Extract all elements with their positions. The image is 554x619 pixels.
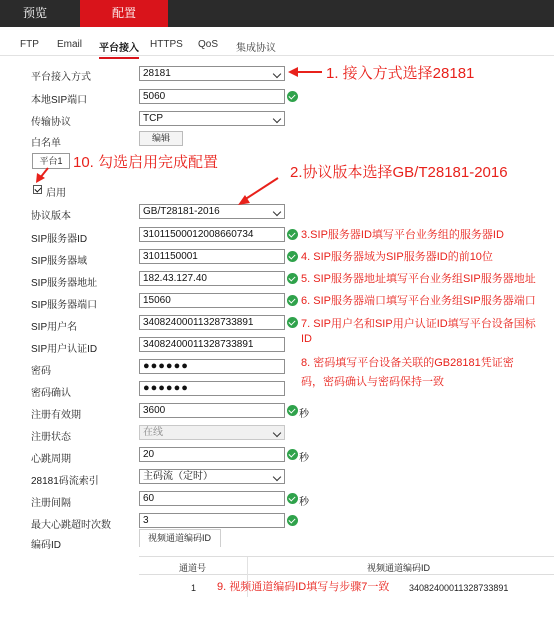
- password-confirm-input[interactable]: ●●●●●●: [139, 381, 285, 396]
- reg-interval-input[interactable]: 60: [139, 491, 285, 506]
- password-input[interactable]: ●●●●●●: [139, 359, 285, 374]
- arrow-step1-head: [288, 67, 298, 77]
- annotation-step5: 5. SIP服务器地址填写平台业务组SIP服务器地址: [301, 273, 536, 285]
- arrow-step2: [244, 178, 278, 200]
- protocol-version-select[interactable]: GB/T28181-2016: [139, 204, 285, 219]
- reg-status-select: 在线: [139, 425, 285, 440]
- sip-server-address-label: SIP服务器地址: [31, 278, 98, 289]
- row-encode-id[interactable]: 34082400011328733891: [409, 583, 509, 593]
- reg-interval-label: 注册间隔: [31, 498, 71, 509]
- sip-server-domain-input[interactable]: 3101150001: [139, 249, 285, 264]
- subtab-qos[interactable]: QoS: [198, 39, 219, 50]
- heartbeat-label: 心跳周期: [31, 454, 71, 465]
- sip-user-label: SIP用户名: [31, 322, 78, 333]
- sip-server-port-input[interactable]: 15060: [139, 293, 285, 308]
- unit-seconds: 秒: [299, 497, 309, 508]
- tab-preview[interactable]: 预览: [22, 6, 47, 20]
- reg-validity-input[interactable]: 3600: [139, 403, 285, 418]
- reg-validity-label: 注册有效期: [31, 410, 81, 421]
- sip-server-domain-label: SIP服务器域: [31, 256, 88, 267]
- local-sip-port-label: 本地SIP端口: [31, 95, 88, 106]
- sip-server-id-input[interactable]: 31011500012008660734: [139, 227, 285, 242]
- stream-index-label: 28181码流索引: [31, 476, 99, 487]
- encode-id-label: 编码ID: [31, 540, 61, 551]
- sip-server-id-label: SIP服务器ID: [31, 234, 88, 245]
- annotation-step2: 2.协议版本选择GB/T28181-2016: [290, 164, 508, 181]
- annotation-step9: 9. 视频通道编码ID填写与步骤7一致: [217, 581, 390, 593]
- password-label: 密码: [31, 366, 51, 377]
- sip-user-input[interactable]: 34082400011328733891: [139, 315, 285, 330]
- max-timeout-input[interactable]: 3: [139, 513, 285, 528]
- stream-index-select[interactable]: 主码流（定时）: [139, 469, 285, 484]
- tab-video-channel-encode-id[interactable]: 视频通道编码ID: [139, 529, 221, 547]
- sip-server-port-label: SIP服务器端口: [31, 300, 98, 311]
- transport-label: 传输协议: [31, 117, 71, 128]
- annotation-step10: 10. 勾选启用完成配置: [73, 154, 219, 171]
- annotation-step6: 6. SIP服务器端口填写平台业务组SIP服务器端口: [301, 295, 536, 307]
- subtab-email[interactable]: Email: [57, 39, 83, 50]
- max-timeout-label: 最大心跳超时次数: [31, 520, 111, 531]
- heartbeat-input[interactable]: 20: [139, 447, 285, 462]
- annotation-step7-line2: ID: [301, 333, 312, 345]
- row-channel: 1: [191, 583, 197, 593]
- whitelist-label: 白名单: [31, 138, 61, 149]
- sip-auth-id-input[interactable]: 34082400011328733891: [139, 337, 285, 352]
- subtab-platform-access[interactable]: 平台接入: [99, 39, 139, 59]
- unit-seconds: 秒: [299, 453, 309, 464]
- subtab-https[interactable]: HTTPS: [150, 39, 183, 50]
- transport-select[interactable]: TCP: [139, 111, 285, 126]
- subtab-ftp[interactable]: FTP: [20, 39, 39, 50]
- whitelist-edit-button[interactable]: 编辑: [139, 131, 183, 146]
- password-confirm-label: 密码确认: [31, 388, 71, 399]
- platform-1-button[interactable]: 平台1: [32, 153, 70, 169]
- subtab-integration[interactable]: 集成协议: [236, 43, 276, 54]
- annotation-step8-line2: 码，密码确认与密码保持一致: [301, 376, 444, 388]
- annotation-step8-line1: 8. 密码填写平台设备关联的GB28181凭证密: [301, 357, 514, 369]
- reg-status-label: 注册状态: [31, 432, 71, 443]
- protocol-version-label: 协议版本: [31, 211, 71, 222]
- header-encode-id: 视频通道编码ID: [367, 563, 431, 573]
- header-channel: 通道号: [179, 563, 207, 573]
- unit-seconds: 秒: [299, 409, 309, 420]
- local-sip-port-input[interactable]: 5060: [139, 89, 285, 104]
- annotation-step3: 3.SIP服务器ID填写平台业务组的服务器ID: [301, 229, 504, 241]
- annotation-step1: 1. 接入方式选择28181: [326, 65, 475, 82]
- access-mode-select[interactable]: 28181: [139, 66, 285, 81]
- enable-label: 启用: [46, 188, 66, 199]
- sip-auth-id-label: SIP用户认证ID: [31, 344, 98, 355]
- sip-server-address-input[interactable]: 182.43.127.40: [139, 271, 285, 286]
- access-mode-label: 平台接入方式: [31, 72, 91, 83]
- tab-config[interactable]: 配置: [80, 0, 168, 27]
- annotation-step4: 4. SIP服务器域为SIP服务器ID的前10位: [301, 251, 493, 263]
- annotation-step7-line1: 7. SIP用户名和SIP用户认证ID填写平台设备国标: [301, 318, 536, 330]
